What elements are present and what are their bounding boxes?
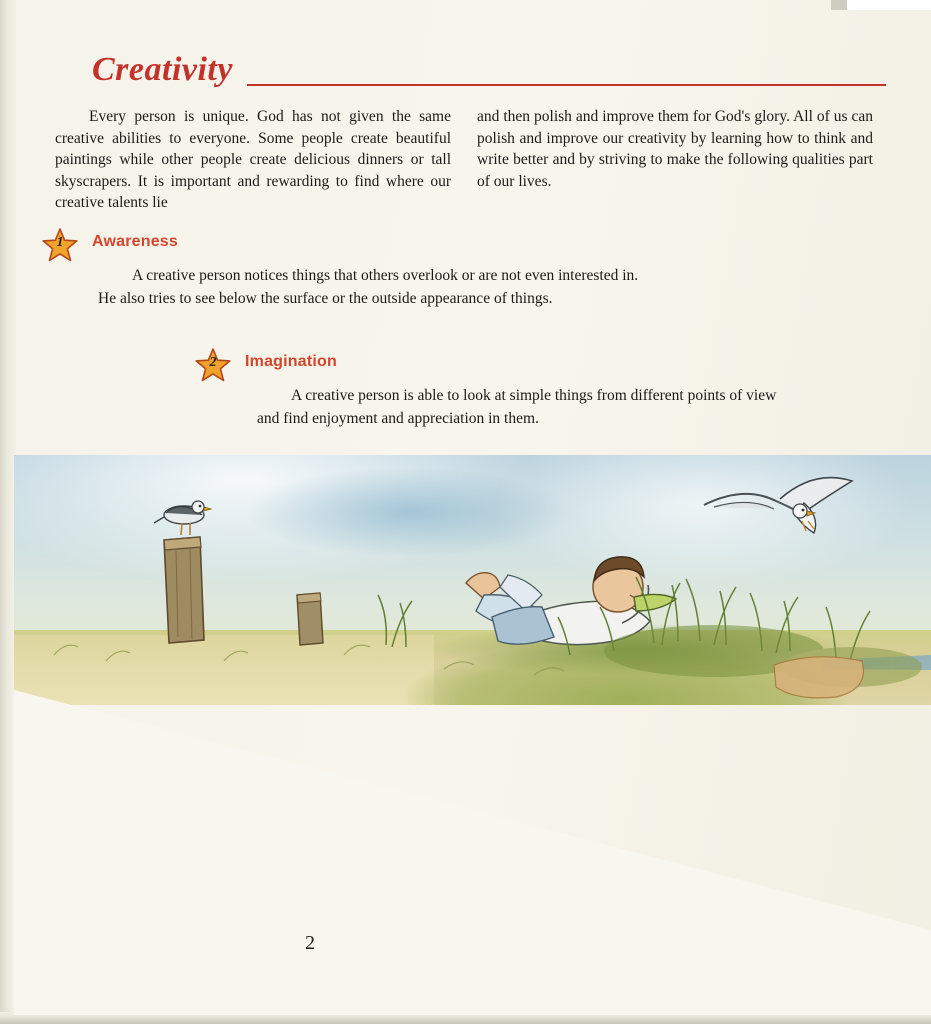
page-title: Creativity: [92, 51, 233, 88]
intro-columns: [55, 106, 873, 214]
section-body-imagination: A creative person is able to look at simple things from different points of view and find enjoyment and appreciation in them.: [257, 387, 777, 427]
sand-hollow: [774, 657, 864, 698]
page-title-row: [92, 50, 892, 96]
section-heading-imagination: Imagination: [245, 353, 337, 370]
intro-paragraph-left: Every person is unique. God has not given the same creative abilities to everyone. Some people create beautiful paintings while other people create delicious dinners or tall skyscrapers. It is important and rewarding to find where our creative talents lie: [55, 108, 451, 211]
dune-shrub-shadow: [604, 625, 922, 687]
page-top-notch: [831, 0, 931, 10]
beach-illustration: [14, 455, 931, 705]
flying-seagull-icon: [704, 478, 852, 533]
intro-paragraph-right: and then polish and improve them for God's glory. All of us can polish and improve our creativity by learning how to think and write better and by striving to make the following qualities part of our lives.: [477, 108, 873, 190]
perched-seagull-icon: [154, 501, 211, 535]
wooden-post: [164, 537, 204, 643]
star-badge-1: [42, 228, 78, 264]
small-post: [297, 593, 323, 645]
star-number-2: 2: [209, 355, 217, 370]
title-rule: [247, 84, 886, 86]
section-body-awareness: A creative person notices things that others overlook or are not even interested in. He also tries to see below the surface or the outside appearance of things.: [98, 267, 639, 307]
illustration-details: [14, 455, 931, 705]
star-number-1: 1: [56, 235, 64, 250]
foreground-grass: [54, 645, 564, 675]
page-number: 2: [305, 932, 315, 954]
section-heading-awareness: Awareness: [92, 233, 179, 250]
star-badge-2: [195, 348, 231, 384]
